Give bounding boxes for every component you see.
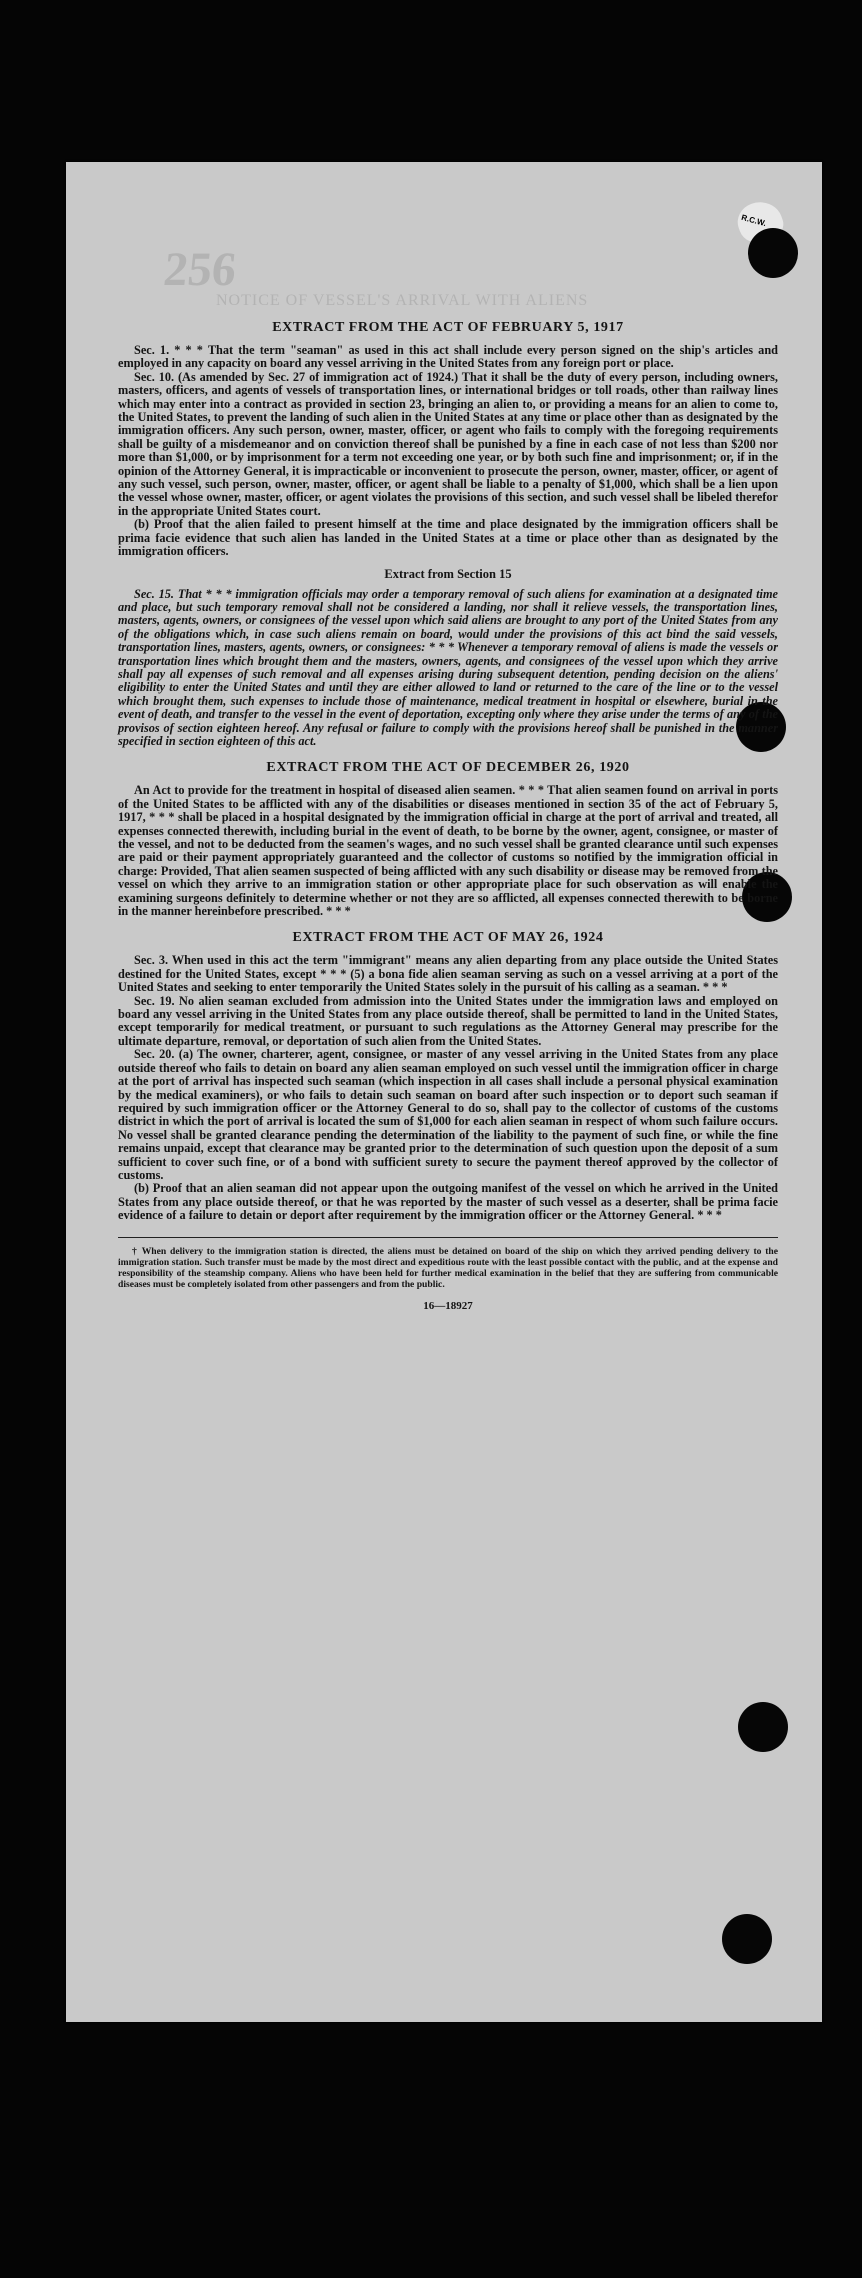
section-heading: EXTRACT FROM THE ACT OF FEBRUARY 5, 1917 (272, 320, 624, 335)
footnote-divider (118, 1237, 778, 1238)
form-code: 16—18927 (423, 1299, 473, 1312)
section-heading: EXTRACT FROM THE ACT OF MAY 26, 1924 (292, 930, 604, 946)
faint-bleed-through-text: NOTICE OF VESSEL'S ARRIVAL WITH ALIENS (216, 292, 589, 309)
statute-paragraph: (b) Proof that an alien seaman did not appear upon the outgoing manifest of the vessel on which he arrived in the United States from any place outside thereof, or that he was reported by the master of such vessel as a deserter, shall be prima facie evidence of a failure to detain or deport after requirement by the immigration officer or the Attorney General. * * * (118, 1181, 778, 1223)
section-heading: Extract from Section 15 (384, 566, 512, 581)
section-heading: EXTRACT FROM THE ACT OF DECEMBER 26, 1920 (266, 760, 630, 776)
punch-hole-top (748, 228, 798, 278)
faint-stamp-number: 256 (161, 243, 239, 296)
statute-paragraph: Sec. 3. When used in this act the term "immigrant" means any alien departing from any place outside the United States destined for the United States, except * * * (5) a bona fide alien seaman serving as such on a vessel arriving at a port of the United States and seeking to enter temporarily the United States solely in the pursuit of his calling as a seaman. * * * (118, 953, 778, 995)
document-sheet (66, 162, 822, 2022)
punch-hole-4 (738, 1702, 788, 1752)
statute-paragraph: Sec. 10. (As amended by Sec. 27 of immigration act of 1924.) That it shall be the duty of every person, including owners, masters, officers, and agents of vessels of transportation lines, or international bridges or toll roads, other than railway lines which may enter into a contract as provided in section 23, bringing an alien to, or providing a means for an alien to come to, the United States, to prevent the landing of such alien in the United States at any time or place other than as designated by the immigration officers. Any such person, owner, master, officer, or agent who fails to comply with the foregoing requirements shall be guilty of a misdemeanor and on conviction thereof shall be punished by a fine in each case of not less than $200 nor more than $1,000, or by imprisonment for a term not exceeding one year, or by both such fine and imprisonment; or, if in the opinion of the Attorney General, it is impracticable or inconvenient to prosecute the person, owner, master, officer, or agent of any such vessel, such person, owner, master, officer, or agent shall be liable to a penalty of $1,000, which shall be a lien upon the vessel whose owner, master, officer, or agent violates the provisions of this section, and such vessel shall be libeled therefor in the appropriate United States court. (118, 369, 778, 518)
statute-paragraph: Sec. 1. * * * That the term "seaman" as used in this act shall include every person signed on the ship's articles and employed in any capacity on board any vessel arriving in the United States from any foreign port or place. (118, 343, 778, 371)
document-body (118, 308, 778, 1312)
statute-paragraph: Sec. 15. That * * * immigration officials may order a temporary removal of such aliens for examination at a designated time and place, but such temporary removal shall not be considered a landing, nor shall it relieve vessels, the transportation lines, masters, agents, owners, or consignees of the vessel upon which said aliens are brought to any port of the United States from any of the obligations which, in case such aliens remain on board, would under the provisions of this act bind the said vessels, transportation lines, masters, agents, owners, or consignees: * * * Whenever a temporary removal of aliens is made the vessels or transportation lines which brought them and the masters, owners, agents, and consignees of the vessel upon which they arrive shall pay all expenses of such removal and all expenses arising during subsequent detention, pending decision on the aliens' eligibility to enter the United States and until they are either allowed to land or returned to the care of the line or to the vessel which brought them, such expenses to include those of maintenance, medical treatment in hospital or elsewhere, burial in the event of death, and transfer to the vessel in the event of deportation, excepting only where they arise under the terms of any of the provisos of section eighteen hereof. Any refusal or failure to comply with the provisions hereof shall be punished in the manner specified in section eighteen of this act. (118, 586, 778, 748)
statute-paragraph: Sec. 20. (a) The owner, charterer, agent, consignee, or master of any vessel arriving in the United States from any place outside thereof who fails to detain on board any alien seaman employed on such vessel until the immigration officer in charge at the port of arrival has inspected such seaman (which inspection in all cases shall include a personal physical examination by the medical examiners), or who fails to detain such seaman on board after such inspection or to deport such seaman if required by such immigration officer or the Attorney General to do so, shall pay to the collector of customs of the customs district in which the port of arrival is located the sum of $1,000 for each alien seaman in respect of whom such failure occurs. No vessel shall be granted clearance pending the determination of the liability to the payment of such fine, or while the fine remains unpaid, except that clearance may be granted prior to the determination of such question upon the deposit of a sum sufficient to cover such fine, or of a bond with sufficient surety to secure the payment thereof approved by the collector of customs. (118, 1047, 778, 1182)
punch-hole-bottom (722, 1914, 772, 1964)
statute-paragraph: (b) Proof that the alien failed to present himself at the time and place designated by the immigration officers shall be prima facie evidence that such alien has landed in the United States at a time or place other than as designated by the immigration officers. (118, 517, 778, 559)
statute-paragraph: An Act to provide for the treatment in hospital of diseased alien seamen. * * * That alien seamen found on arrival in ports of the United States to be afflicted with any of the disabilities or diseases mentioned in section 35 of the act of February 5, 1917, * * * shall be placed in a hospital designated by the immigration official in charge at the port of arrival and treated, all expenses connected therewith, including burial in the event of death, to be borne by the owner, agent, consignee, or master of the vessel, and not to be deducted from the seamen's wages, and no such vessel shall be granted clearance until such expenses are paid or their payment appropriately guaranteed and the collector of customs so notified by the immigration official in charge: Provided, That alien seamen suspected of being afflicted with any such disability or disease may be removed from the vessel on which they arrive to an immigration station or other appropriate place for such observation as will enable the examining surgeons definitely to determine whether or not they are so afflicted, all expenses connected therewith to be borne in the manner hereinbefore prescribed. * * * (118, 783, 778, 919)
statute-paragraph: Sec. 19. No alien seaman excluded from admission into the United States under the immigration laws and employed on board any vessel arriving in the United States from any place outside thereof, shall be permitted to land in the United States, except temporarily for medical treatment, or pursuant to such regulations as the Attorney General may prescribe for the ultimate departure, removal, or deportation of such alien from the United States. (118, 993, 778, 1048)
footnote: † When delivery to the immigration station is directed, the aliens must be detained on board of the ship on which they arrived pending delivery to the immigration station. Such transfer must be made by the most direct and expeditious route with the least possible contact with the public, and at the expense and responsibility of the steamship company. Aliens who have been held for further medical examination in the belief that they are suffering from communicable diseases must be completely isolated from other passengers and from the public. (118, 1245, 778, 1290)
tab-label: R.C.W. (740, 212, 768, 229)
